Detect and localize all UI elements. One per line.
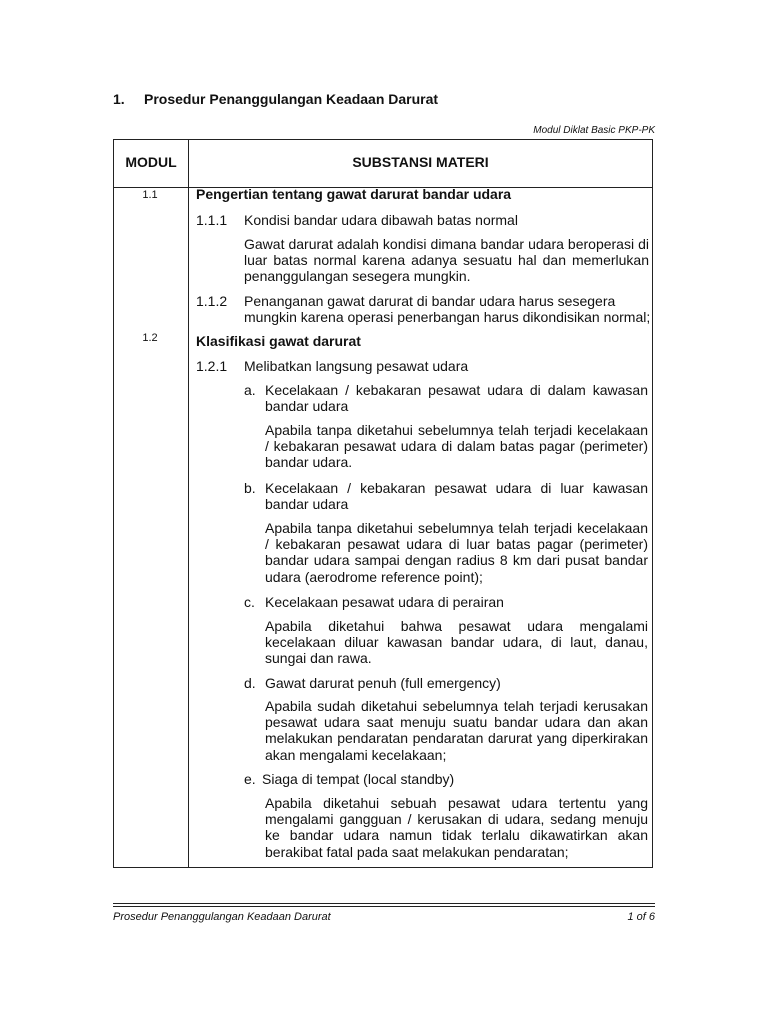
item-e-title: Siaga di tempat (local standby)	[262, 771, 455, 787]
item-e-description: Apabila diketahui sebuah pesawat udara tertentu yang mengalami gangguan / kerusakan di udara, sedang menuju ke bandar udara namun tidak terlalu dikawatirkan akan berakibat fatal pada saat melakukan pendaratan;	[265, 795, 648, 860]
item-c-letter: c.	[244, 594, 255, 610]
item-a-letter: a.	[244, 382, 256, 398]
column-header-modul: MODUL	[125, 154, 177, 170]
section-1-1-title: Pengertian tentang gawat darurat bandar udara	[196, 186, 512, 202]
item-d-title: Gawat darurat penuh (full emergency)	[265, 675, 501, 691]
item-1-1-1-text: Kondisi bandar udara dibawah batas normal	[244, 212, 518, 228]
item-e-letter: e.	[244, 771, 256, 787]
column-divider	[188, 140, 189, 867]
module-number-1-1: 1.1	[142, 189, 158, 201]
item-1-1-2-number: 1.1.2	[196, 293, 228, 309]
item-c-title: Kecelakaan pesawat udara di perairan	[265, 594, 504, 610]
section-1-2-title: Klasifikasi gawat darurat	[196, 333, 361, 349]
section-title: Prosedur Penanggulangan Keadaan Darurat	[144, 91, 439, 107]
item-1-2-1-number: 1.2.1	[196, 358, 228, 374]
item-d-description: Apabila sudah diketahui sebelumnya telah terjadi kerusakan pesawat udara saat menuju suatu bandar udara dan akan melakukan pendaratan pendaratan darurat yang diperkirakan akan mengalami kecelakaan;	[265, 698, 648, 763]
item-a-description: Apabila tanpa diketahui sebelumnya telah terjadi kecelakaan / kebakaran pesawat udara di dalam batas pagar (perimeter) bandar udara.	[265, 422, 648, 471]
footer-document-title: Prosedur Penanggulangan Keadaan Darurat	[113, 911, 331, 923]
item-d-letter: d.	[244, 675, 256, 691]
item-b-description: Apabila tanpa diketahui sebelumnya telah terjadi kecelakaan / kebakaran pesawat udara di luar batas pagar (perimeter) bandar udara sampai dengan radius 8 km dari pusat bandar udara (aerodrome reference point);	[265, 520, 648, 585]
item-c-description: Apabila diketahui bahwa pesawat udara mengalami kecelakaan diluar kawasan bandar udara, di laut, danau, sungai dan rawa.	[265, 618, 648, 667]
item-1-2-1-text: Melibatkan langsung pesawat udara	[244, 358, 469, 374]
item-1-1-2-text: Penanganan gawat darurat di bandar udara harus sesegera mungkin karena operasi penerbangan harus dikondisikan normal;	[244, 293, 651, 326]
footer-rule-bottom	[113, 906, 655, 907]
item-1-1-1-paragraph: Gawat darurat adalah kondisi dimana bandar udara beroperasi di luar batas normal karena adanya sesuatu hal dan memerlukan penanggulangan sesegera mungkin.	[244, 236, 649, 285]
item-b-letter: b.	[244, 480, 256, 496]
column-header-substansi: SUBSTANSI MATERI	[352, 154, 489, 170]
section-number: 1.	[113, 91, 125, 107]
footer-page-number: 1 of 6	[627, 911, 655, 923]
section-heading	[113, 91, 438, 107]
item-b-title: Kecelakaan / kebakaran pesawat udara di luar kawasan bandar udara	[265, 480, 648, 513]
item-a-title: Kecelakaan / kebakaran pesawat udara di dalam kawasan bandar udara	[265, 382, 648, 415]
module-label: Modul Diklat Basic PKP-PK	[533, 125, 655, 136]
module-number-1-2: 1.2	[142, 332, 158, 344]
footer-rule-top	[113, 903, 655, 904]
item-1-1-1-number: 1.1.1	[196, 212, 228, 228]
